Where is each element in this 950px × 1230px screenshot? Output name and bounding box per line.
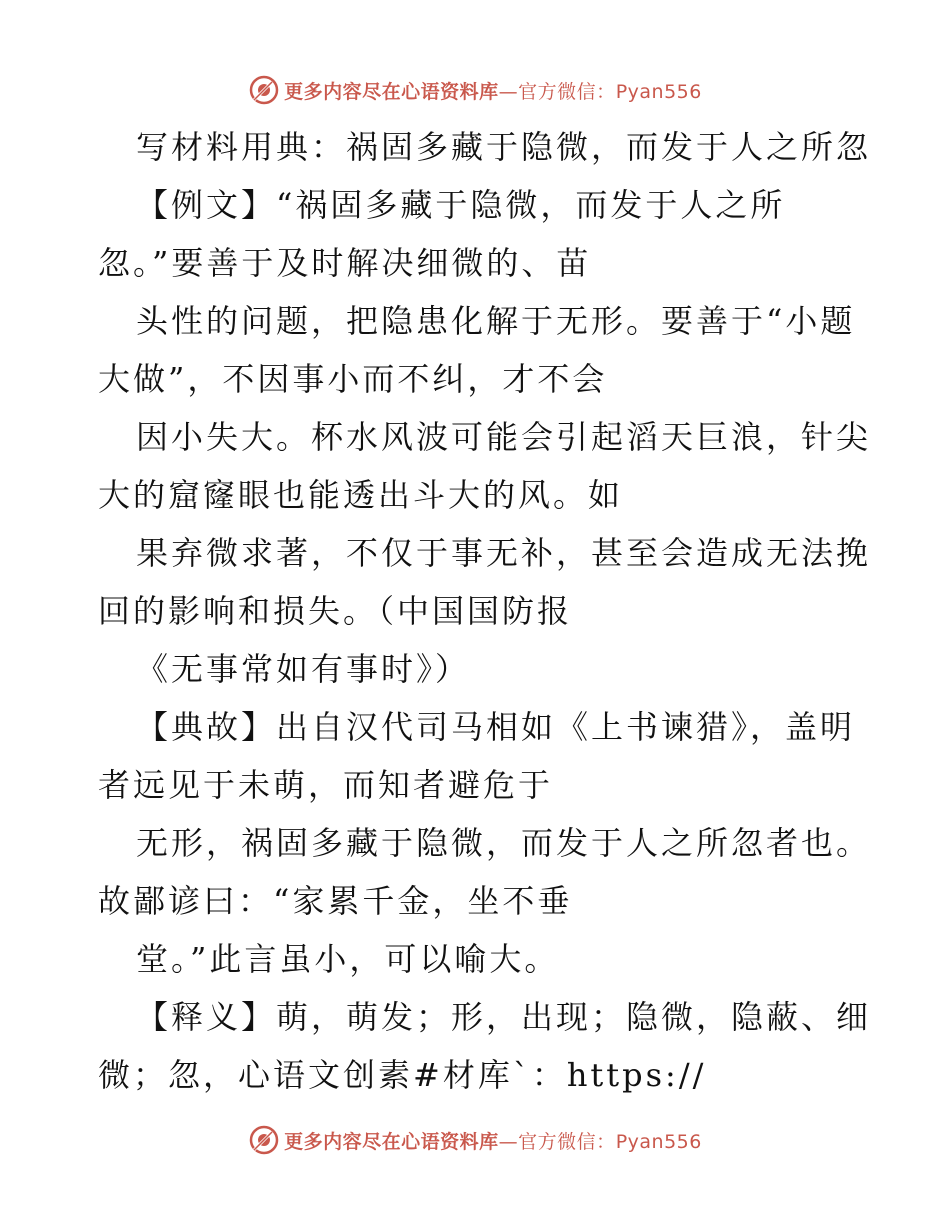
text-line: 者远见于未萌，而知者避危于	[98, 766, 554, 804]
text-line: 回的影响和损失。（中国国防报	[98, 592, 573, 630]
text-line-title: 写材料用典：祸固多藏于隐微，而发于人之所忽	[136, 128, 872, 166]
footer-watermark	[0, 1122, 950, 1158]
text-line: 因小失大。杯水风波可能会引起滔天巨浪，针尖	[136, 418, 872, 456]
text-line: 头性的问题，把隐患化解于无形。要善于“小题	[136, 302, 856, 340]
text-line: 堂。”此言虽小，可以喻大。	[136, 940, 560, 978]
text-line: 无形，祸固多藏于隐微，而发于人之所忽者也。	[136, 824, 872, 862]
text-line: 大做”，不因事小而不纠，才不会	[98, 360, 608, 398]
banner-text	[284, 1127, 702, 1154]
brand-logo-icon	[248, 1124, 280, 1156]
banner-wechat-id: Pyan556	[615, 80, 702, 103]
text-line: 大的窟窿眼也能透出斗大的风。如	[98, 476, 624, 514]
banner-wechat-id: Pyan556	[615, 1130, 702, 1153]
banner-separator: —	[498, 80, 519, 103]
banner-text	[284, 77, 702, 104]
text-line: 【典故】出自汉代司马相如《上书谏猎》，盖明	[136, 708, 856, 746]
brand-logo-icon	[248, 74, 280, 106]
text-line: 《无事常如有事时》）	[136, 650, 471, 688]
text-line: 【释义】萌，萌发；形，出现；隐微，隐蔽、细	[136, 998, 872, 1036]
header-watermark	[0, 72, 950, 108]
banner-main-text: 更多内容尽在心语资料库	[284, 1130, 499, 1153]
text-line: 故鄙谚曰：“家累千金，坐不垂	[98, 882, 573, 920]
text-line: 微；忽，心语文创素#材库`：https://	[98, 1056, 707, 1094]
text-line: 【例文】“祸固多藏于隐微，而发于人之所	[136, 186, 786, 224]
text-line: 忽。”要善于及时解决细微的、苗	[98, 244, 592, 282]
banner-wechat-label: 官方微信：	[518, 80, 616, 103]
banner-main-text: 更多内容尽在心语资料库	[284, 80, 499, 103]
banner-wechat-label: 官方微信：	[518, 1130, 616, 1153]
text-line: 果弃微求著，不仅于事无补，甚至会造成无法挽	[136, 534, 872, 572]
banner-separator: —	[498, 1130, 519, 1153]
